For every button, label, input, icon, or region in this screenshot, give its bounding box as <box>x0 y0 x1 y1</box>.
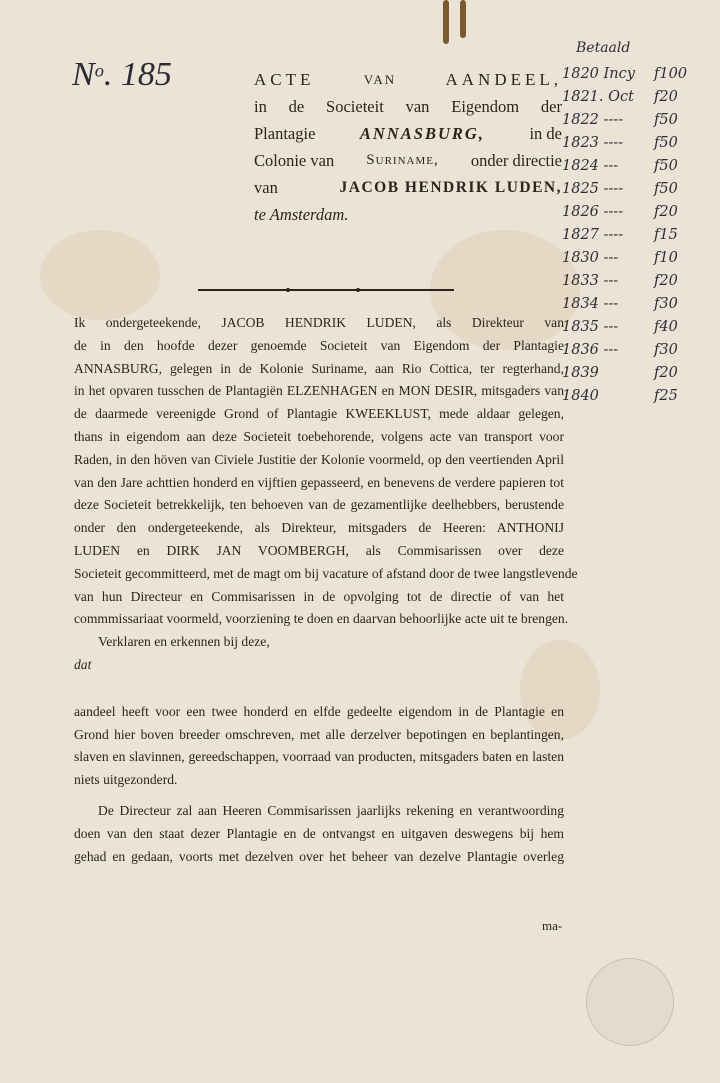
title-plantagie: Plantagie <box>254 124 316 143</box>
ledger-row <box>562 246 720 269</box>
ledger-header: Betaald <box>576 40 631 56</box>
binding-tape <box>460 0 466 38</box>
ledger-amount: f50 <box>654 180 678 197</box>
body-line: De Directeur zal aan Heeren Commisarissen jaarlijks rekening en verantwoording <box>98 802 564 818</box>
ledger-year: 1839 <box>562 364 599 381</box>
ledger-year: 1822 ---- <box>562 111 624 128</box>
dat-word: dat <box>74 656 92 672</box>
title-divider <box>198 288 454 292</box>
body-line: commmissariaat voormeld, voorziening te doen en daarvan behoorlijke acte uit te brengen. <box>74 611 569 627</box>
payment-ledger <box>562 40 720 407</box>
ledger-year: 1825 ---- <box>562 180 624 197</box>
ledger-row <box>562 223 720 246</box>
ledger-amount: f40 <box>654 318 678 335</box>
ledger-year: 1824 --- <box>562 157 619 174</box>
title-colonie: Colonie van <box>254 151 335 170</box>
body-line: aandeel heeft voor een twee honderd en elfde gedeelte eigendom in de Plantagie en <box>74 703 564 719</box>
document-body <box>74 312 578 868</box>
ledger-year: 1833 --- <box>562 272 619 289</box>
title-aandeel: AANDEEL, <box>445 70 562 89</box>
ledger-amount: f15 <box>654 226 678 243</box>
title-word: de <box>288 97 305 116</box>
ledger-year: 1826 ---- <box>562 203 624 220</box>
ledger-row <box>562 62 720 85</box>
stain <box>40 230 160 320</box>
ledger-amount: f25 <box>654 387 678 404</box>
body-line: onder den ondergeteekende, als Direkteur, mitsgaders de Heeren: ANTHONIJ <box>74 520 564 536</box>
number-ordinal: o <box>94 60 104 81</box>
ledger-year: 1835 --- <box>562 318 619 335</box>
ledger-amount: f20 <box>654 203 678 220</box>
title-acte: ACTE <box>254 70 315 89</box>
ledger-year: 1836 --- <box>562 341 619 358</box>
ledger-year: 1827 ---- <box>562 226 624 243</box>
declaration-line: Verklaren en erkennen bij deze, <box>98 634 270 650</box>
body-line: thans in eigendom aan deze Societeit toebehorende, volgens acte van transport voor <box>74 428 564 444</box>
document-title <box>254 66 562 228</box>
body-line: van den Jare achttien honderd en vijftien gepasseerd, en benevens de verdere papieren tot <box>74 474 564 490</box>
title-in-de: in de <box>529 124 562 143</box>
blank-space <box>74 677 564 701</box>
body-line: de in den hoofde dezer genoemde Societeit van Eigendom der Plantagie <box>74 337 564 353</box>
ledger-row <box>562 177 720 200</box>
ledger-row <box>562 85 720 108</box>
binding-tape <box>443 0 449 44</box>
ledger-row <box>562 269 720 292</box>
ledger-year: 1820 Incy <box>562 65 635 82</box>
title-director: JACOB HENDRIK LUDEN, <box>339 179 562 196</box>
catchword: ma- <box>542 918 563 933</box>
title-word: Societeit <box>326 97 384 116</box>
ledger-amount: f50 <box>654 111 678 128</box>
body-line: niets uitgezonderd. <box>74 772 178 788</box>
title-word: der <box>540 97 562 116</box>
ledger-amount: f100 <box>654 65 688 82</box>
ledger-row <box>562 384 720 407</box>
body-line: LUDEN en DIRK JAN VOOMBERGH, als Commisarissen over deze <box>74 542 564 558</box>
library-stamp <box>586 958 674 1046</box>
title-suriname: Suriname, <box>366 152 439 168</box>
body-line: Raden, in den höven van Civiele Justitie der Kolonie voormeld, op den veertienden April <box>74 451 564 467</box>
body-line: van hun Directeur en Commisarissen in de opvolging tot de directie of van het <box>74 588 564 604</box>
title-onder-directie: onder directie <box>470 151 562 170</box>
body-line: ANNASBURG, gelegen in de Kolonie Suriname, aan Rio Cottica, ter regterhand, <box>74 360 564 376</box>
ledger-amount: f20 <box>654 88 678 105</box>
ledger-amount: f20 <box>654 364 678 381</box>
ledger-year: 1834 --- <box>562 295 619 312</box>
ledger-year: 1823 ---- <box>562 134 624 151</box>
ledger-row <box>562 292 720 315</box>
body-line: slaven en slavinnen, gereedschappen, voorraad van producten, mitsgaders baten en lasten <box>74 749 564 765</box>
body-line: Societeit gecommitteerd, met de magt om bij vacature of afstand door de twee langstlevende <box>74 565 578 581</box>
ledger-row <box>562 154 720 177</box>
ledger-row <box>562 131 720 154</box>
title-word: Eigendom <box>451 97 520 116</box>
ledger-row <box>562 361 720 384</box>
ledger-amount: f50 <box>654 157 678 174</box>
body-line: gehad en gedaan, voorts met dezelven over het beheer van dezelve Plantagie overleg <box>74 848 564 864</box>
ledger-year: 1830 --- <box>562 249 619 266</box>
number-prefix: N <box>72 56 95 93</box>
body-line: Grond hier boven breeder omschreven, met alle derzelver bepotingen en beplantingen, <box>74 726 564 742</box>
ledger-row <box>562 108 720 131</box>
ledger-amount: f30 <box>654 295 678 312</box>
number-value: 185 <box>120 56 172 93</box>
ledger-amount: f50 <box>654 134 678 151</box>
document-number: $N^o$. 185 <box>72 56 172 93</box>
ledger-year: 1821. Oct <box>562 88 634 105</box>
title-van: van <box>254 178 278 197</box>
blank-space <box>74 792 564 800</box>
body-line: doen van den staat dezer Plantagie en de ontvangst en uitgaven deswegens bij hem <box>74 825 564 841</box>
ledger-row <box>562 315 720 338</box>
title-word: van <box>405 97 430 116</box>
title-plantation-name: ANNASBURG, <box>359 124 485 143</box>
ledger-row <box>562 338 720 361</box>
ledger-amount: f20 <box>654 272 678 289</box>
body-line: deze Societeit betrekkelijk, ten behoeven van de gezamentlijke deelhebbers, berustende <box>74 497 564 513</box>
ledger-amount: f10 <box>654 249 678 266</box>
title-van: VAN <box>363 72 397 87</box>
ledger-row <box>562 200 720 223</box>
body-line: in het opvaren tusschen de Plantagiën ELZENHAGEN en MON DESIR, mitsgaders van <box>74 383 564 399</box>
title-place: te Amsterdam. <box>254 205 349 224</box>
body-line: de daarmede vereenigde Grond of Plantagie KWEEKLUST, mede aldaar gelegen, <box>74 406 564 422</box>
ledger-year: 1840 <box>562 387 599 404</box>
title-word: in <box>254 97 267 116</box>
ledger-amount: f30 <box>654 341 678 358</box>
body-line: Ik ondergeteekende, JACOB HENDRIK LUDEN, als Direkteur van <box>74 315 564 330</box>
